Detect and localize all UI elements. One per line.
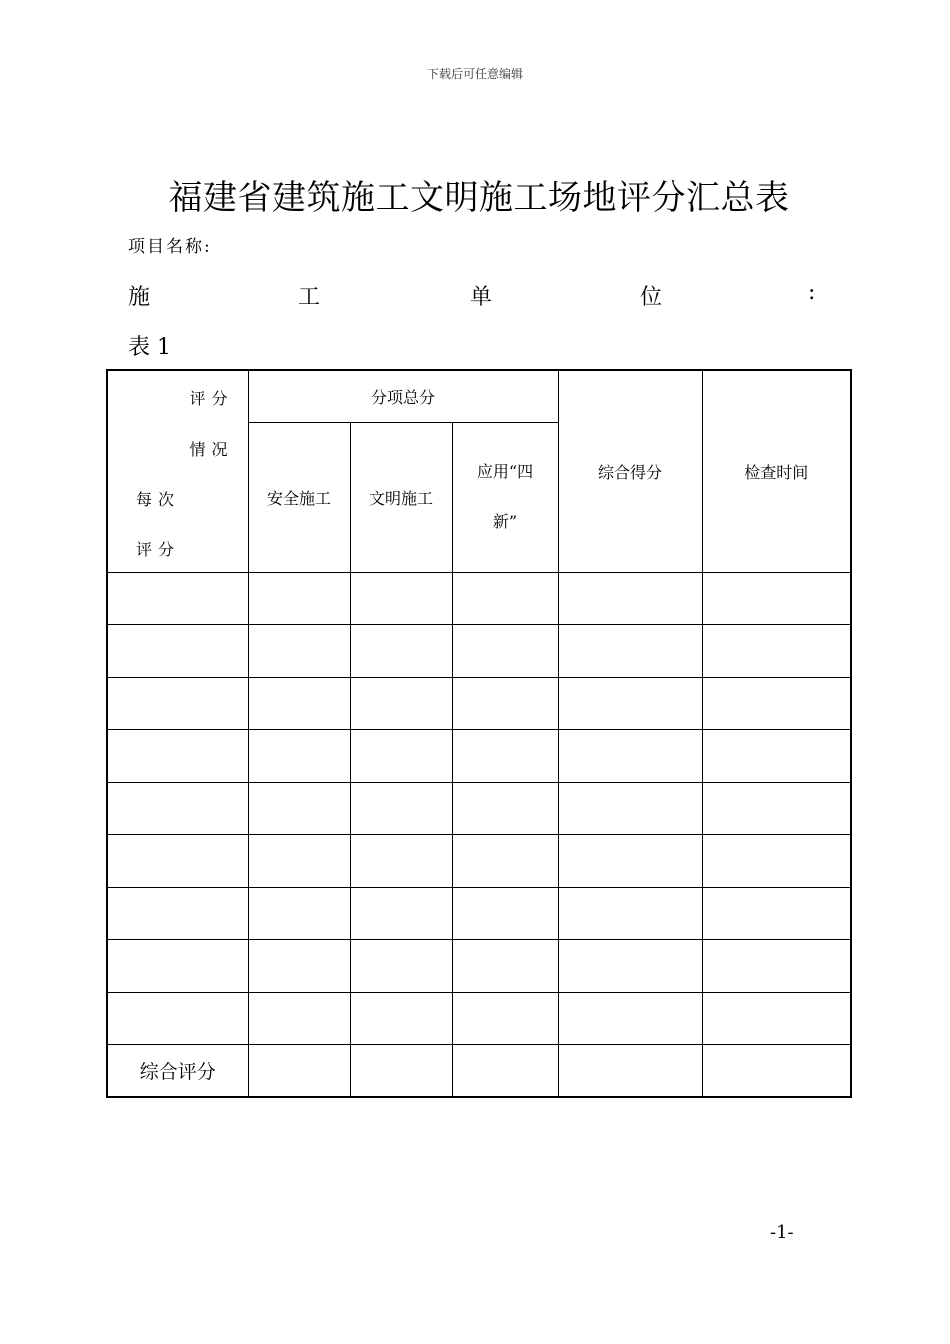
table-cell[interactable] [452, 782, 558, 834]
table-cell[interactable] [248, 572, 350, 624]
table-cell[interactable] [702, 992, 851, 1044]
corner-bottom-line1: 每次 [136, 490, 181, 509]
table-cell[interactable] [558, 782, 702, 834]
table-cell[interactable] [248, 624, 350, 677]
corner-top-line2: 情况 [189, 440, 234, 459]
table-label: 表 1 [128, 335, 171, 360]
table-cell[interactable] [107, 939, 248, 992]
construction-unit-line [128, 280, 820, 310]
table-cell[interactable] [350, 1044, 452, 1097]
table-cell[interactable] [452, 729, 558, 782]
table-cell[interactable] [350, 572, 452, 624]
table-cell[interactable] [248, 782, 350, 834]
table-cell[interactable] [702, 572, 851, 624]
table-row [107, 887, 851, 939]
table-row [107, 572, 851, 624]
unit-char: 位 [640, 285, 663, 310]
table-cell[interactable] [107, 992, 248, 1044]
table-cell[interactable] [452, 939, 558, 992]
page-number: -1- [770, 1222, 794, 1243]
table-cell[interactable] [248, 887, 350, 939]
table-cell[interactable] [558, 572, 702, 624]
table-row [107, 992, 851, 1044]
table-cell[interactable] [107, 887, 248, 939]
table-row [107, 939, 851, 992]
header-four-new-line1: 应用“四 [476, 462, 534, 481]
table-cell[interactable] [452, 992, 558, 1044]
table-cell[interactable] [107, 729, 248, 782]
header-four-new-line2: 新” [492, 512, 518, 531]
header-four-new-application [452, 422, 558, 572]
table-cell[interactable] [558, 624, 702, 677]
unit-char: : [808, 280, 816, 305]
table-cell[interactable] [107, 782, 248, 834]
header-overall-score: 综合得分 [558, 370, 702, 572]
group-header-subtotals: 分项总分 [248, 370, 558, 422]
table-cell[interactable] [452, 677, 558, 729]
table-cell[interactable] [558, 939, 702, 992]
table-row [107, 729, 851, 782]
page-header-note: 下载后可任意编辑 [426, 67, 523, 81]
table-cell[interactable] [558, 992, 702, 1044]
table-row-total [107, 1044, 851, 1097]
table-cell[interactable] [107, 572, 248, 624]
table-cell[interactable] [558, 887, 702, 939]
header-civilized-construction: 文明施工 [350, 422, 452, 572]
table-cell[interactable] [702, 677, 851, 729]
table-cell[interactable] [350, 887, 452, 939]
table-cell[interactable] [350, 782, 452, 834]
table-cell[interactable] [702, 782, 851, 834]
corner-header-cell [107, 370, 248, 572]
corner-bottom-line2: 评分 [136, 540, 181, 559]
table-cell[interactable] [350, 834, 452, 887]
table-cell[interactable] [248, 992, 350, 1044]
corner-top-line1: 评分 [189, 389, 234, 408]
table-cell[interactable] [248, 1044, 350, 1097]
table-cell[interactable] [702, 887, 851, 939]
unit-char: 工 [298, 285, 321, 310]
table-cell[interactable] [248, 834, 350, 887]
header-inspection-time: 检查时间 [702, 370, 851, 572]
project-name-label: 项目名称: [128, 237, 212, 257]
table-row [107, 677, 851, 729]
table-cell[interactable] [350, 729, 452, 782]
table-cell[interactable] [107, 834, 248, 887]
table-cell[interactable] [702, 624, 851, 677]
table-cell[interactable] [350, 992, 452, 1044]
table-cell[interactable] [702, 939, 851, 992]
table-cell[interactable] [107, 624, 248, 677]
unit-char: 单 [470, 285, 493, 310]
table-row [107, 782, 851, 834]
score-summary-table [106, 369, 852, 1098]
header-safety-construction: 安全施工 [248, 422, 350, 572]
table-cell[interactable] [452, 572, 558, 624]
table-cell[interactable] [452, 1044, 558, 1097]
table-cell[interactable] [558, 677, 702, 729]
table-cell[interactable] [558, 834, 702, 887]
table-cell[interactable] [107, 677, 248, 729]
table-cell[interactable] [350, 939, 452, 992]
unit-char: 施 [128, 285, 151, 310]
table-row [107, 624, 851, 677]
table-cell[interactable] [452, 834, 558, 887]
table-cell[interactable] [350, 677, 452, 729]
table-cell[interactable] [452, 624, 558, 677]
overall-rating-label: 综合评分 [107, 1044, 248, 1097]
table-cell[interactable] [248, 677, 350, 729]
document-title: 福建省建筑施工文明施工场地评分汇总表 [168, 178, 790, 218]
table-cell[interactable] [248, 939, 350, 992]
table-cell[interactable] [350, 624, 452, 677]
table-cell[interactable] [452, 887, 558, 939]
table-cell[interactable] [702, 1044, 851, 1097]
table-cell[interactable] [558, 729, 702, 782]
table-cell[interactable] [558, 1044, 702, 1097]
table-cell[interactable] [248, 729, 350, 782]
table-cell[interactable] [702, 729, 851, 782]
table-row [107, 834, 851, 887]
table-cell[interactable] [702, 834, 851, 887]
